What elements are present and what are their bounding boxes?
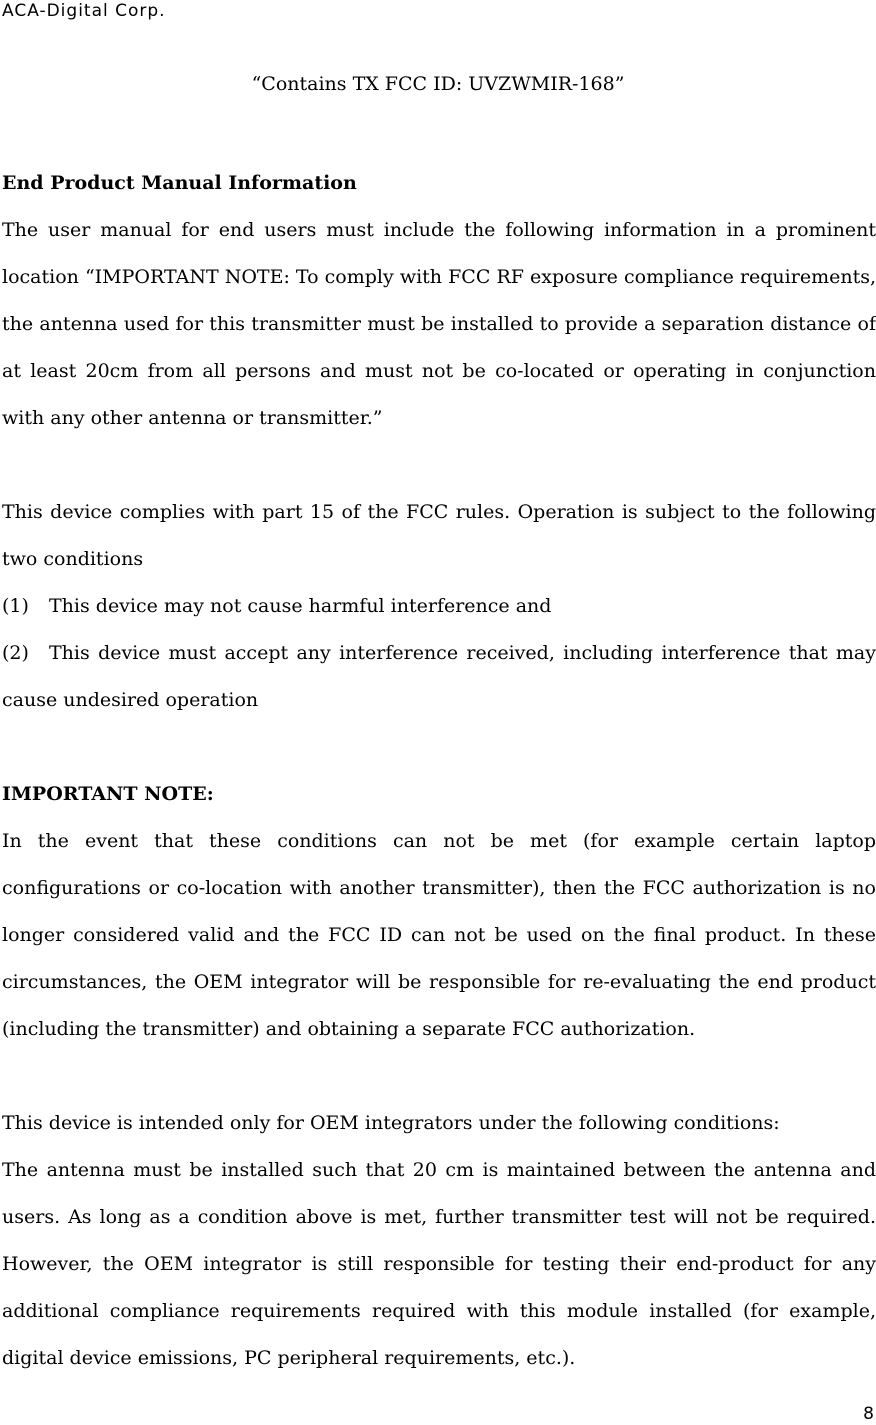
document-body	[2, 160, 876, 1382]
part15-paragraph: This device complies with part 15 of the FCC rules. Operation is subject to the following two conditions	[2, 501, 876, 570]
condition-number: (1)	[2, 595, 29, 617]
page-number: 8	[863, 1404, 874, 1424]
manual-info-paragraph: The user manual for end users must include the following information in a prominent location “IMPORTANT NOTE: To comply with FCC RF exposure compliance requirements, the antenna used for this transmitter must be installed to provide a separation distance of at least 20cm from all persons and must not be co-located or operating in conjunction with any other antenna or transmitter.”	[2, 219, 876, 429]
condition-item-2	[2, 630, 876, 724]
fcc-id-statement: “Contains TX FCC ID: UVZWMIR-168”	[251, 73, 625, 95]
important-note-heading: IMPORTANT NOTE:	[2, 783, 214, 805]
manual-info-heading: End Product Manual Information	[2, 172, 357, 194]
condition-text: This device must accept any interference received, including interference that may cause undesired operation	[2, 642, 876, 711]
oem-conditions-paragraph: The antenna must be installed such that 20 cm is maintained between the antenna and users. As long as a condition above is met, further transmitter test will not be required. However, the OEM integrator is still responsible for testing their end-product for any additional compliance requirements required with this module installed (for example, digital device emissions, PC peripheral requirements, etc.).	[2, 1159, 876, 1369]
condition-text: This device may not cause harmful interference and	[49, 595, 552, 617]
paragraph-spacer	[2, 1053, 876, 1100]
oem-intro-paragraph: This device is intended only for OEM integrators under the following conditions:	[2, 1112, 780, 1134]
paragraph-spacer	[2, 724, 876, 771]
condition-number: (2)	[2, 642, 29, 664]
paragraph-spacer	[2, 442, 876, 489]
important-note-paragraph: In the event that these conditions can not be met (for example certain laptop configurations or co-location with another transmitter), then the FCC authorization is no longer considered valid and the FCC ID can not be used on the final product. In these circumstances, the OEM integrator will be responsible for re-evaluating the end product (including the transmitter) and obtaining a separate FCC authorization.	[2, 830, 876, 1040]
condition-item-1	[2, 583, 876, 630]
header-company-name: ACA-Digital Corp.	[2, 1, 166, 21]
